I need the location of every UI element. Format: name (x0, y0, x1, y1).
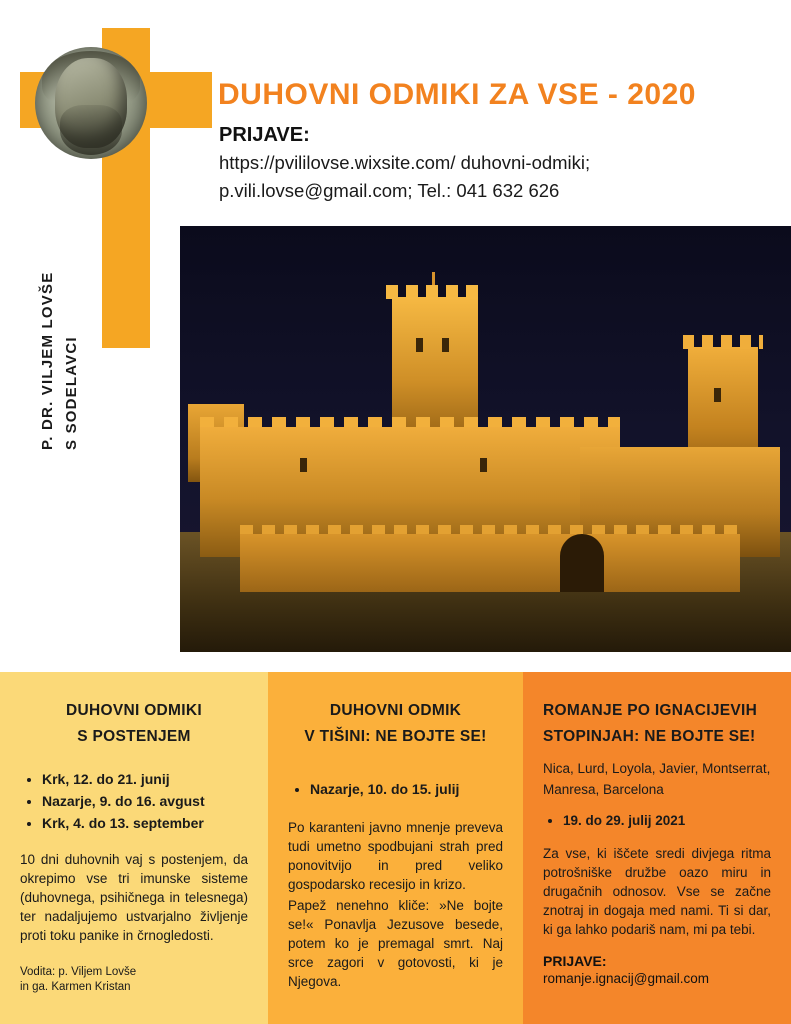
column-body-text: Po karanteni javno mnenje preveva tudi umetno spodbujani strah pred ponovitvijo in pred veliko gospodarsko recesijo in krizo. (288, 820, 503, 892)
date-list (543, 810, 771, 832)
jesus-portrait-icon (35, 47, 147, 159)
column-footer-note (20, 965, 248, 995)
column-body-text-second: Papež nenehno kliče: »Ne bojte se!« Ponavlja Jezusove besede, potem ko je premagal smrt. Naj srce zagori v gotovosti, ki je Njegova. (288, 898, 503, 989)
column-heading-line2: STOPINJAH: NE BOJTE SE! (543, 728, 756, 745)
column-heading (20, 698, 248, 750)
column-romanje-po-ignacijevih-stopinjah (523, 672, 791, 1024)
footer-note-line2: in ga. Karmen Kristan (20, 981, 131, 993)
email-and-phone: p.vili.lovse@gmail.com; Tel.: 041 632 626 (219, 180, 560, 201)
list-item: • Nazarje, 10. do 15. julij (310, 778, 503, 800)
column-places-list: Nica, Lurd, Loyola, Javier, Montserrat, Manresa, Barcelona (543, 761, 771, 797)
column-heading-line2: S POSTENJEM (77, 728, 191, 745)
footer-note-line1: Vodita: p. Viljem Lovše (20, 966, 137, 978)
list-item: • Krk, 4. do 13. september (42, 812, 248, 834)
prijave-label: PRIJAVE: (219, 124, 310, 146)
column-prijave-label: PRIJAVE: (543, 953, 607, 969)
column-duhovni-odmiki-s-postenjem (0, 672, 268, 1024)
photo-window (416, 338, 423, 352)
list-item: • 19. do 29. julij 2021 (563, 810, 771, 832)
column-body-text: Za vse, ki iščete sredi divjega ritma potrošniške družbe oazo miru in drugačnih odnosov. Vse se začne znotraj in dogaja med nami. Ti si dar, ki ga lahko podariš nam, mi pa tebi. (543, 846, 771, 937)
column-heading-line1: ROMANJE PO IGNACIJEVIH (543, 702, 758, 719)
photo-wall-lower (240, 534, 740, 592)
list-item: • Krk, 12. do 21. junij (42, 768, 248, 790)
column-duhovni-odmik-v-tisini (268, 672, 523, 1024)
photo-tower-center (392, 297, 478, 437)
author-name: P. DR. VILJEM LOVŠE (39, 271, 56, 450)
photo-window (442, 338, 449, 352)
page-title: DUHOVNI ODMIKI ZA VSE - 2020 (218, 78, 696, 111)
program-columns (0, 672, 791, 1024)
column-heading (288, 698, 503, 750)
photo-gate-arch (560, 534, 604, 592)
photo-window (714, 388, 721, 402)
date-list (20, 768, 248, 834)
author-subtitle: S SODELAVCI (63, 336, 80, 450)
portrait-beard (60, 105, 123, 154)
photo-window (480, 458, 487, 472)
author-credit (36, 210, 84, 450)
column-body-text: 10 dni duhovnih vaj s postenjem, da okrepimo vse tri imunske sisteme (duhovnega, psihičnega in telesnega) ter nadaljujemo ustvarjalno življenje proti toku panike in črnogledosti. (20, 852, 248, 943)
column-heading-line1: DUHOVNI ODMIKI (66, 702, 202, 719)
column-email: romanje.ignacij@gmail.com (543, 971, 710, 986)
list-item: • Nazarje, 9. do 16. avgust (42, 790, 248, 812)
column-heading (543, 698, 771, 750)
column-heading-line1: DUHOVNI ODMIK (329, 702, 462, 719)
website-url: https://pvililovse.wixsite.com/ duhovni-odmiki; (219, 152, 591, 173)
date-list (288, 778, 503, 800)
photo-window (300, 458, 307, 472)
column-heading-line2: V TIŠINI: NE BOJTE SE! (304, 728, 487, 745)
castle-photo (180, 226, 791, 652)
